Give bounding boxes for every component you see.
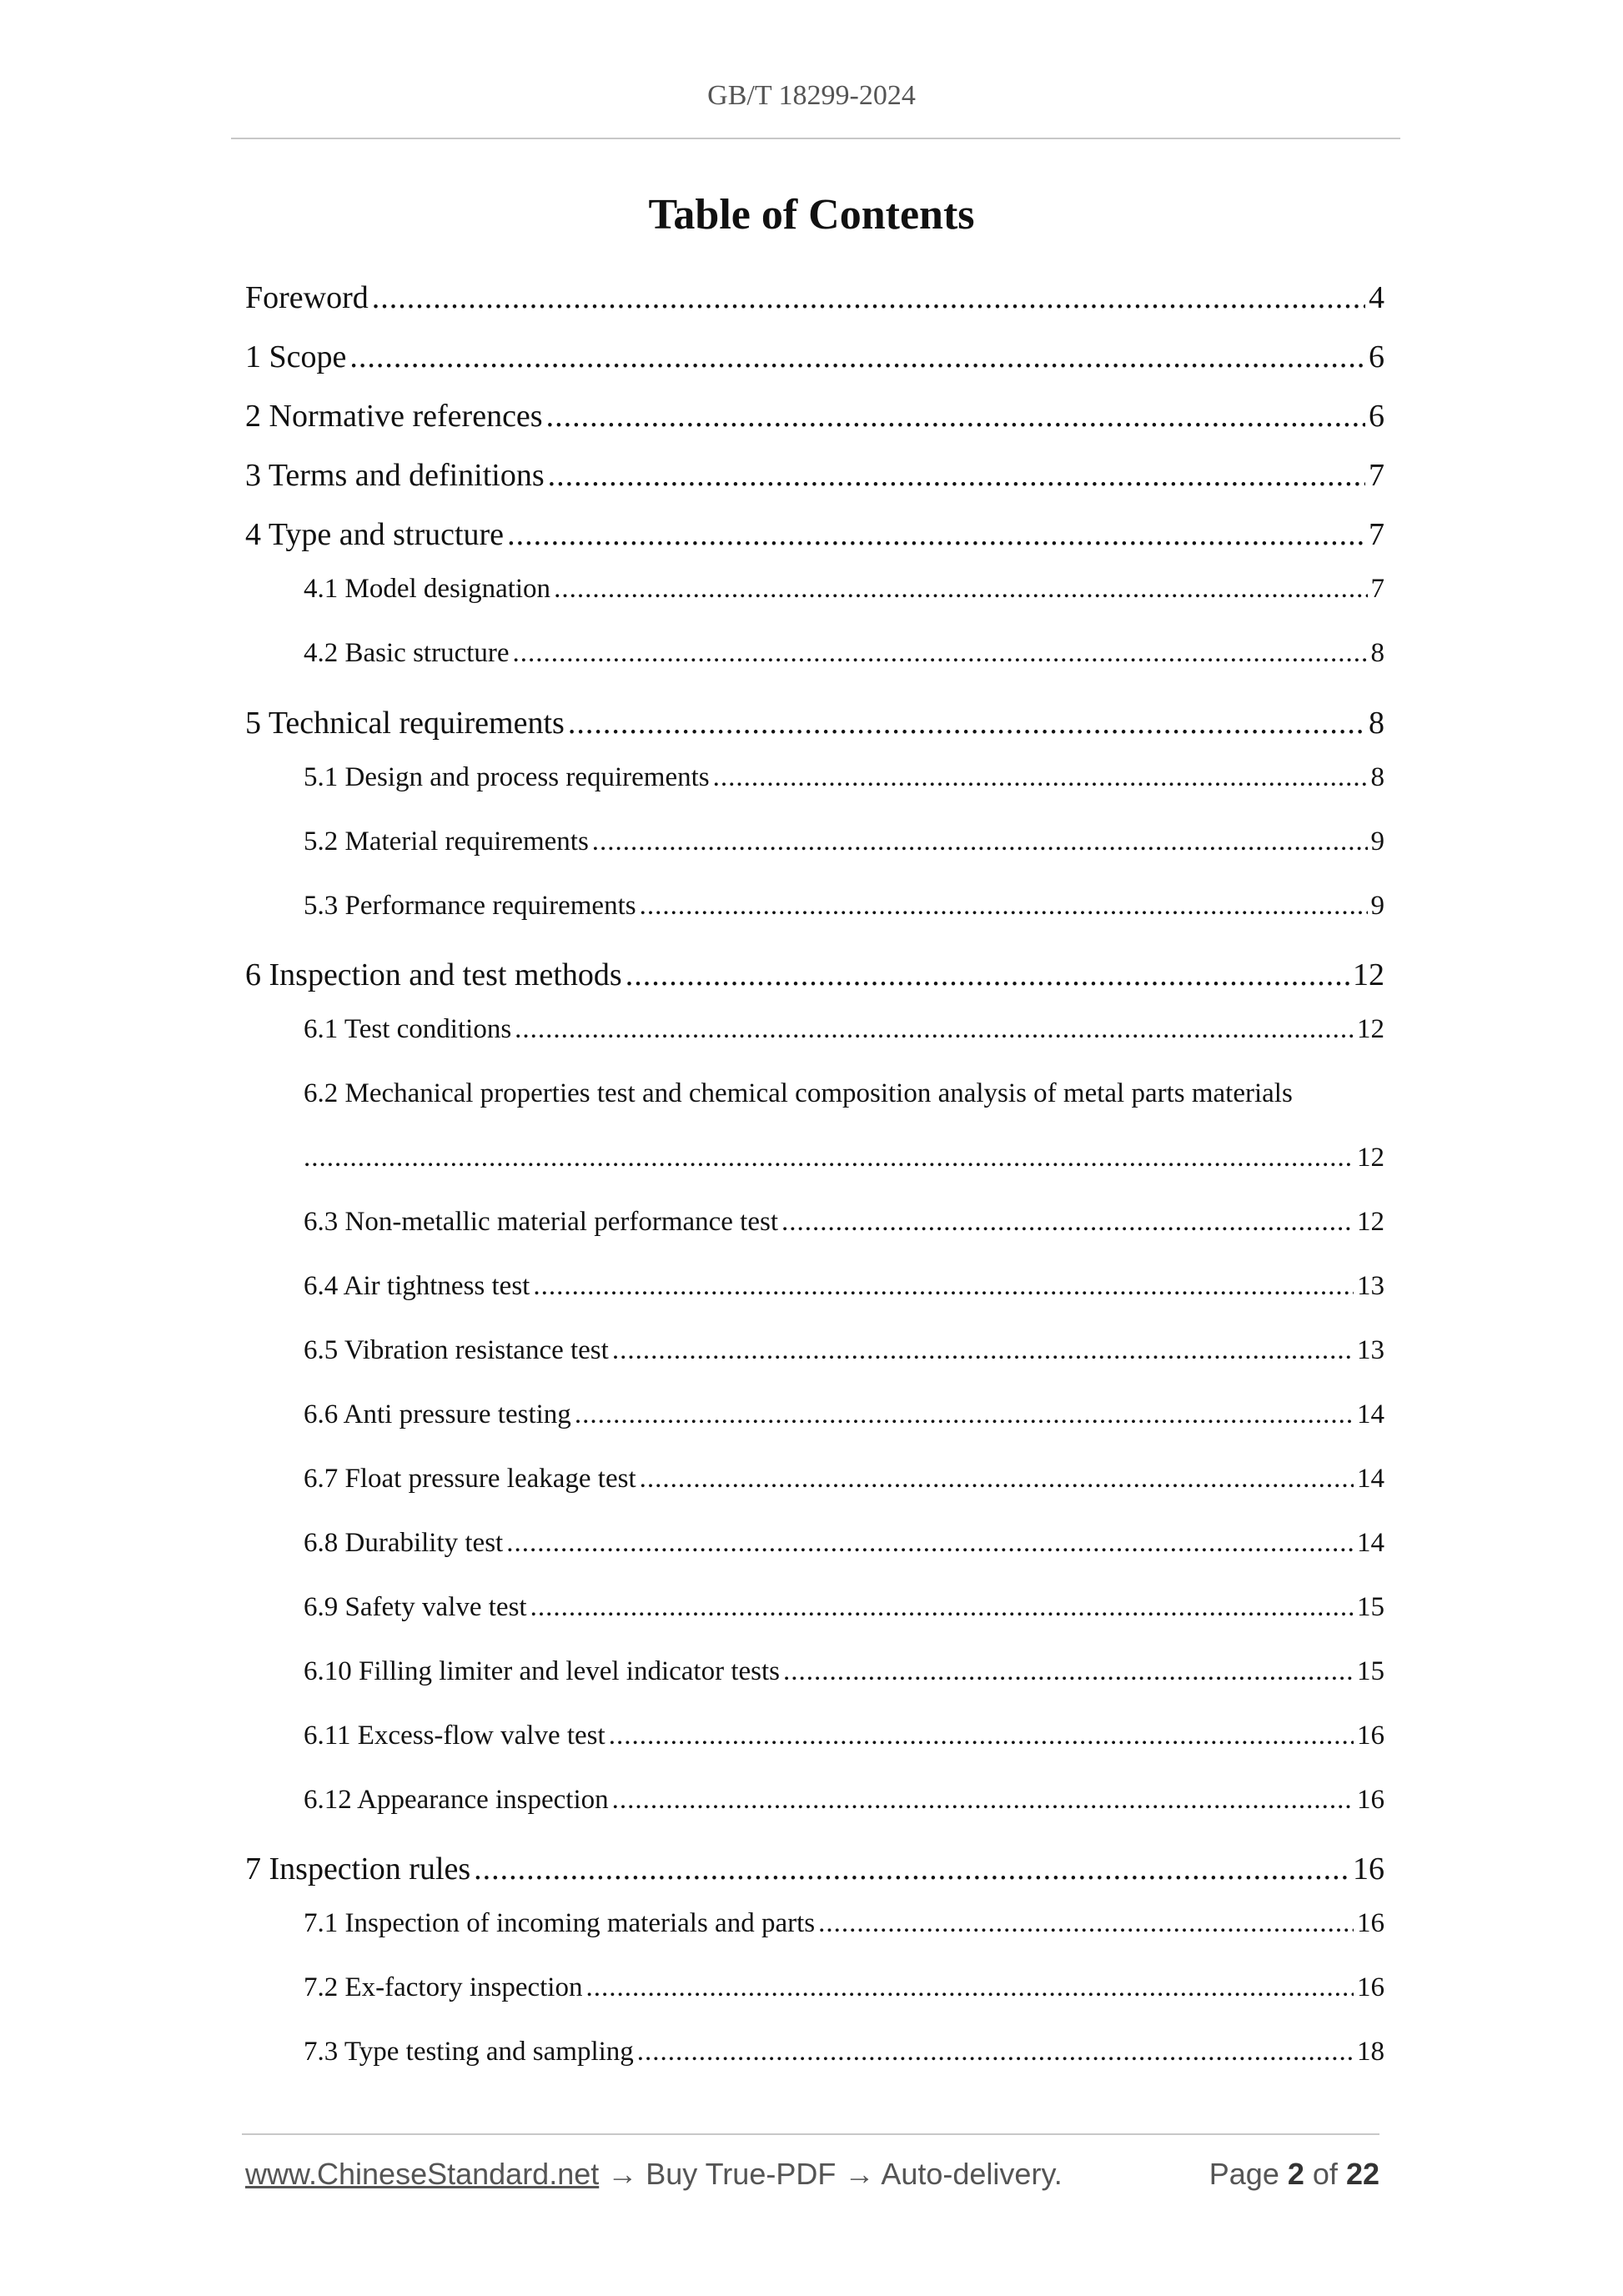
toc-entry-6-1[interactable] (245, 1014, 1384, 1045)
toc-entry-page: 12 (1353, 957, 1384, 992)
footer-promo (245, 2157, 1063, 2192)
dot-leader (783, 1656, 1354, 1687)
toc-entry-page: 12 (1357, 1207, 1384, 1237)
toc-entry-label: 5.2 Material requirements (304, 826, 589, 857)
toc-entry-label: 6.5 Vibration resistance test (304, 1335, 609, 1365)
toc-entry-6-6[interactable] (245, 1399, 1384, 1430)
toc-entry-page: 8 (1370, 762, 1384, 792)
toc-entry-6-12[interactable] (245, 1785, 1384, 1816)
dot-leader (546, 398, 1365, 435)
dot-leader (626, 957, 1349, 993)
toc-entry-label: 5.1 Design and process requirements (304, 762, 710, 792)
toc-entry-label: 6.6 Anti pressure testing (304, 1399, 571, 1429)
dot-leader (612, 1785, 1354, 1816)
page-word: Page (1208, 2157, 1279, 2191)
dot-leader (515, 1014, 1354, 1045)
page-counter (1209, 2157, 1379, 2192)
dot-leader (530, 1592, 1354, 1623)
toc-entry-page: 12 (1357, 1014, 1384, 1044)
toc-entry-6-4[interactable] (245, 1271, 1384, 1302)
toc-entry-label: 7.3 Type testing and sampling (304, 2037, 634, 2067)
toc-entry-page: 16 (1353, 1851, 1384, 1887)
promo-text: → Buy True-PDF → Auto-delivery. (607, 2157, 1063, 2191)
toc-entry-page: 12 (1357, 1143, 1384, 1173)
toc-entry-page: 15 (1357, 1592, 1384, 1622)
dot-leader (568, 705, 1365, 741)
dot-leader (474, 1851, 1349, 1887)
dot-leader (554, 574, 1367, 605)
dot-leader (781, 1207, 1354, 1238)
toc-entry-label: 7 Inspection rules (245, 1851, 471, 1887)
dot-leader (609, 1721, 1354, 1751)
toc-entry-page: 16 (1357, 1785, 1384, 1815)
toc-entry-5-3[interactable] (245, 891, 1384, 922)
toc-entry-5-2[interactable] (245, 826, 1384, 857)
toc-entry-6-8[interactable] (245, 1528, 1384, 1559)
dot-leader (507, 516, 1365, 553)
toc-entry-5-1[interactable] (245, 762, 1384, 793)
toc-entry-page: 9 (1370, 826, 1384, 857)
toc-entry-label: 6.9 Safety valve test (304, 1592, 527, 1622)
toc-entry-7-3[interactable] (245, 2037, 1384, 2067)
toc-entry-label: 6.12 Appearance inspection (304, 1785, 609, 1815)
toc-entry-page: 16 (1357, 1972, 1384, 2002)
toc-entry-label: 6.8 Durability test (304, 1528, 504, 1558)
toc-entry-page: 15 (1357, 1656, 1384, 1686)
toc-entry-page: 8 (1370, 638, 1384, 668)
toc-entry-page: 8 (1369, 706, 1384, 741)
toc-entry-page: 16 (1357, 1908, 1384, 1938)
toc-entry-page: 13 (1357, 1271, 1384, 1301)
toc-entry-page: 18 (1357, 2037, 1384, 2067)
toc-entry-label: 7.1 Inspection of incoming materials and parts (304, 1908, 816, 1938)
dot-leader (575, 1399, 1354, 1430)
toc-entry-7[interactable] (245, 1851, 1384, 1887)
toc-entry-label: 4 Type and structure (245, 517, 505, 552)
toc-entry-label: 7.2 Ex-factory inspection (304, 1972, 583, 2002)
toc-entry-page: 9 (1370, 891, 1384, 921)
toc-entry-label: 6 Inspection and test methods (245, 957, 622, 992)
dot-leader (372, 279, 1365, 316)
toc-entry-6-5[interactable] (245, 1335, 1384, 1366)
toc-entry-6-2-label[interactable]: 6.2 Mechanical properties test and chemical composition analysis of metal parts materials (304, 1078, 1293, 1108)
toc-entry-label: 3 Terms and definitions (245, 458, 545, 493)
toc-entry-label: 4.1 Model designation (304, 574, 551, 604)
toc-entry-page: 14 (1357, 1528, 1384, 1558)
dot-leader (548, 457, 1365, 494)
toc-entry-label: 2 Normative references (245, 399, 543, 434)
site-link[interactable]: www.ChineseStandard.net (245, 2157, 600, 2191)
toc-entry-7-2[interactable] (245, 1972, 1384, 2003)
toc-entry-page: 14 (1357, 1464, 1384, 1494)
toc-entry-page: 16 (1357, 1721, 1384, 1751)
toc-entry-label: 6.10 Filling limiter and level indicator tests (304, 1656, 780, 1686)
toc-entry-2[interactable] (245, 398, 1384, 435)
toc-entry-label: Foreword (245, 280, 369, 315)
dot-leader (513, 638, 1368, 669)
dot-leader (592, 826, 1368, 857)
dot-leader (713, 762, 1368, 793)
toc-entry-label: 4.2 Basic structure (304, 638, 510, 668)
toc-entry-foreword[interactable] (245, 279, 1384, 316)
toc-entry-label: 5 Technical requirements (245, 706, 565, 741)
toc-entry-3[interactable] (245, 457, 1384, 494)
dot-leader (349, 339, 1365, 375)
toc-entry-1[interactable] (245, 339, 1384, 375)
toc-entry-label: 5.3 Performance requirements (304, 891, 636, 921)
toc-entry-4-2[interactable] (245, 638, 1384, 669)
toc-entry-6-10[interactable] (245, 1656, 1384, 1687)
toc-entry-page: 7 (1369, 458, 1384, 493)
dot-leader (533, 1271, 1354, 1302)
dot-leader (304, 1143, 1354, 1173)
toc-entry-page: 4 (1369, 280, 1384, 315)
toc-entry-page: 7 (1369, 517, 1384, 552)
toc-entry-6-9[interactable] (245, 1592, 1384, 1623)
dot-leader (506, 1528, 1354, 1559)
toc-entry-4[interactable] (245, 516, 1384, 553)
toc-entry-label: 6.3 Non-metallic material performance test (304, 1207, 779, 1237)
toc-entry-page: 6 (1369, 339, 1384, 374)
header-divider (231, 138, 1400, 139)
toc-entry-page: 14 (1357, 1399, 1384, 1429)
total-pages: 22 (1345, 2157, 1379, 2191)
current-page: 2 (1287, 2157, 1304, 2191)
toc-entry-page: 6 (1369, 399, 1384, 434)
toc-entry-5[interactable] (245, 705, 1384, 741)
footer-divider (242, 2133, 1379, 2135)
toc-entry-7-1[interactable] (245, 1908, 1384, 1939)
toc-entry-6-2[interactable] (245, 1143, 1384, 1173)
toc-entry-6-7[interactable] (245, 1464, 1384, 1495)
toc-entry-6-3[interactable] (245, 1207, 1384, 1238)
document-code-header: GB/T 18299-2024 (707, 80, 916, 111)
dot-leader (585, 1972, 1354, 2003)
toc-entry-page: 13 (1357, 1335, 1384, 1365)
page-title: Table of Contents (648, 191, 975, 239)
toc-entry-page: 7 (1370, 574, 1384, 604)
toc-entry-label: 6.4 Air tightness test (304, 1271, 530, 1301)
dot-leader (818, 1908, 1354, 1939)
toc-entry-6-11[interactable] (245, 1721, 1384, 1751)
toc-entry-label: 6.11 Excess-flow valve test (304, 1721, 605, 1751)
toc-entry-4-1[interactable] (245, 574, 1384, 605)
toc-entry-label: 6.1 Test conditions (304, 1014, 512, 1044)
toc-entry-6[interactable] (245, 957, 1384, 993)
toc-entry-label: 1 Scope (245, 339, 347, 374)
dot-leader (640, 1464, 1354, 1495)
dot-leader (637, 2037, 1354, 2067)
of-word: of (1312, 2157, 1338, 2191)
toc-entry-label: 6.7 Float pressure leakage test (304, 1464, 636, 1494)
dot-leader (640, 891, 1368, 922)
dot-leader (612, 1335, 1354, 1366)
